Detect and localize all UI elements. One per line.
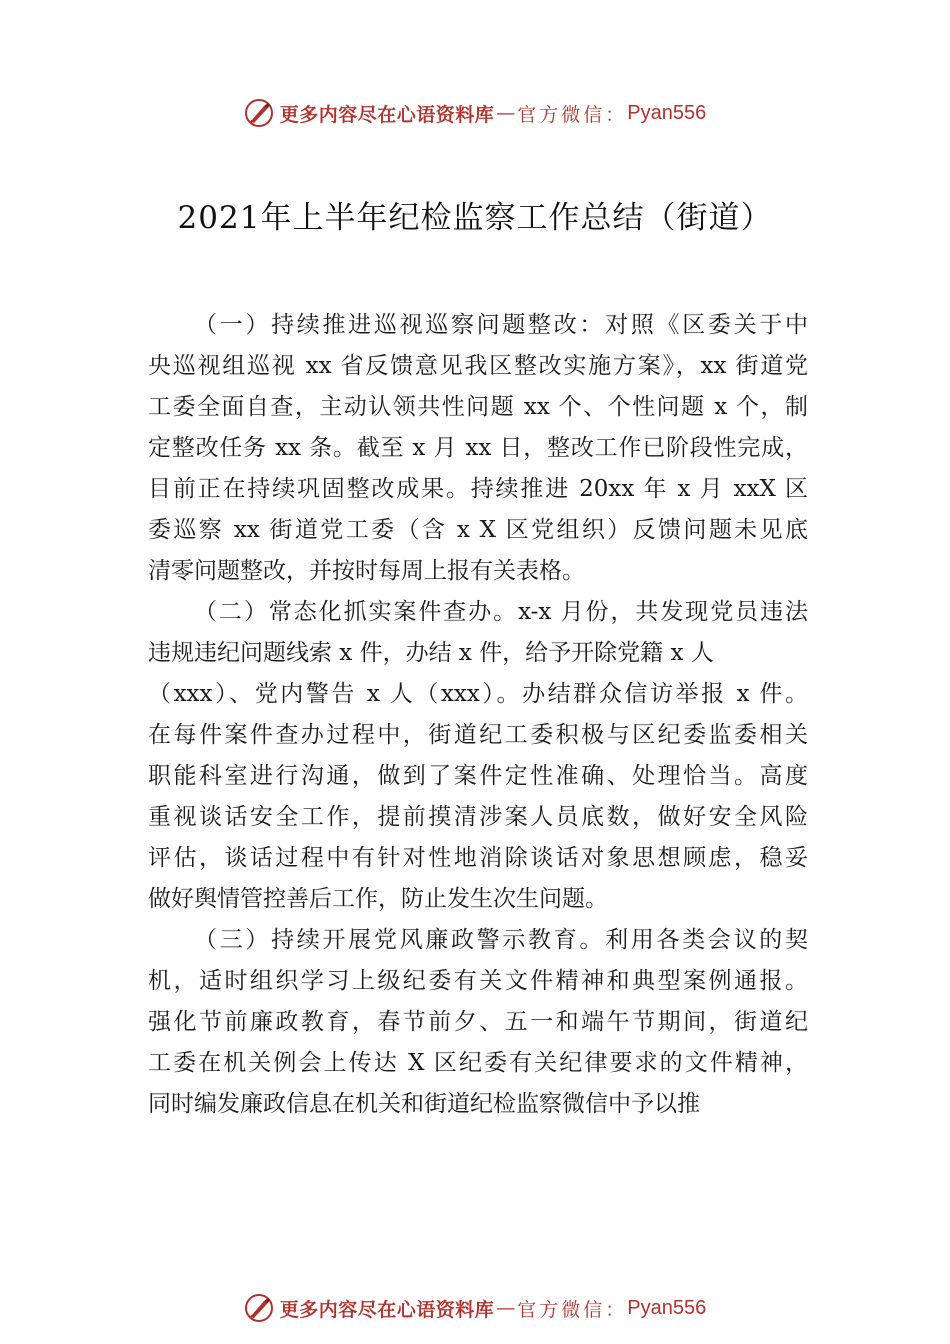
brush-logo-icon (244, 98, 274, 128)
document-title: 2021年上半年纪检监察工作总结（街道） (177, 200, 773, 236)
text-line: 清零问题整改，并按时每周上报有关表格。 (148, 558, 585, 584)
text-line: 工委在机关例会上传达 X 区纪委有关纪律要求的文件精神， (148, 1050, 808, 1076)
banner-wechat-label: 官方微信： (517, 1298, 628, 1321)
text-line: 做好舆情管控善后工作，防止发生次生问题。 (148, 886, 608, 912)
text-line: 定整改任务 xx 条。截至 x 月 xx 日，整改工作已阶段性完成， (148, 435, 808, 461)
text-line: 评估，谈话过程中有针对性地消除谈话对象思想顾虑，稳妥 (148, 845, 808, 871)
banner-wechat-id: Pyan556 (627, 101, 707, 124)
text-line: 同时编发廉政信息在机关和街道纪检监察微信中予以推 (148, 1091, 700, 1117)
banner-separator: — (496, 1297, 516, 1319)
text-line: 央巡视组巡视 xx 省反馈意见我区整改实施方案》，xx 街道党 (148, 353, 808, 379)
banner-text: 更多内容尽在心语资料库 (279, 1298, 495, 1321)
document-body (148, 305, 808, 1125)
text-line: （xxx）、党内警告 x 人（xxx）。办结群众信访举报 x 件。 (148, 681, 808, 707)
text-line: （一）持续推进巡视巡察问题整改：对照《区委关于中 (194, 312, 808, 338)
banner-wechat-id: Pyan556 (627, 1296, 707, 1319)
banner-separator: — (496, 102, 516, 124)
text-line: 强化节前廉政教育，春节前夕、五一和端午节期间，街道纪 (148, 1009, 808, 1035)
banner-text: 更多内容尽在心语资料库 (279, 103, 495, 126)
banner-wechat-label: 官方微信： (517, 103, 628, 126)
text-line: 在每件案件查办过程中，街道纪工委积极与区纪委监委相关 (148, 722, 808, 748)
text-line: 职能科室进行沟通，做到了案件定性准确、处理恰当。高度 (148, 763, 808, 789)
header-banner (0, 95, 950, 131)
text-line: （三）持续开展党风廉政警示教育。利用各类会议的契 (194, 927, 808, 953)
text-line: 目前正在持续巩固整改成果。持续推进 20xx 年 x 月 xxX 区 (148, 476, 808, 502)
text-line: 机，适时组织学习上级纪委有关文件精神和典型案例通报。 (148, 968, 808, 994)
text-line: 委巡察 xx 街道党工委（含 x X 区党组织）反馈问题未见底 (148, 517, 808, 543)
text-line: 重视谈话安全工作，提前摸清涉案人员底数，做好安全风险 (148, 804, 808, 830)
brush-logo-icon (244, 1293, 274, 1323)
text-line: （二）常态化抓实案件查办。x-x 月份，共发现党员违法 (194, 599, 808, 625)
text-line: 工委全面自查，主动认领共性问题 xx 个、个性问题 x 个，制 (148, 394, 808, 420)
footer-banner (0, 1290, 950, 1326)
text-line: 违规违纪问题线索 x 件，办结 x 件，给予开除党籍 x 人 (148, 640, 714, 666)
